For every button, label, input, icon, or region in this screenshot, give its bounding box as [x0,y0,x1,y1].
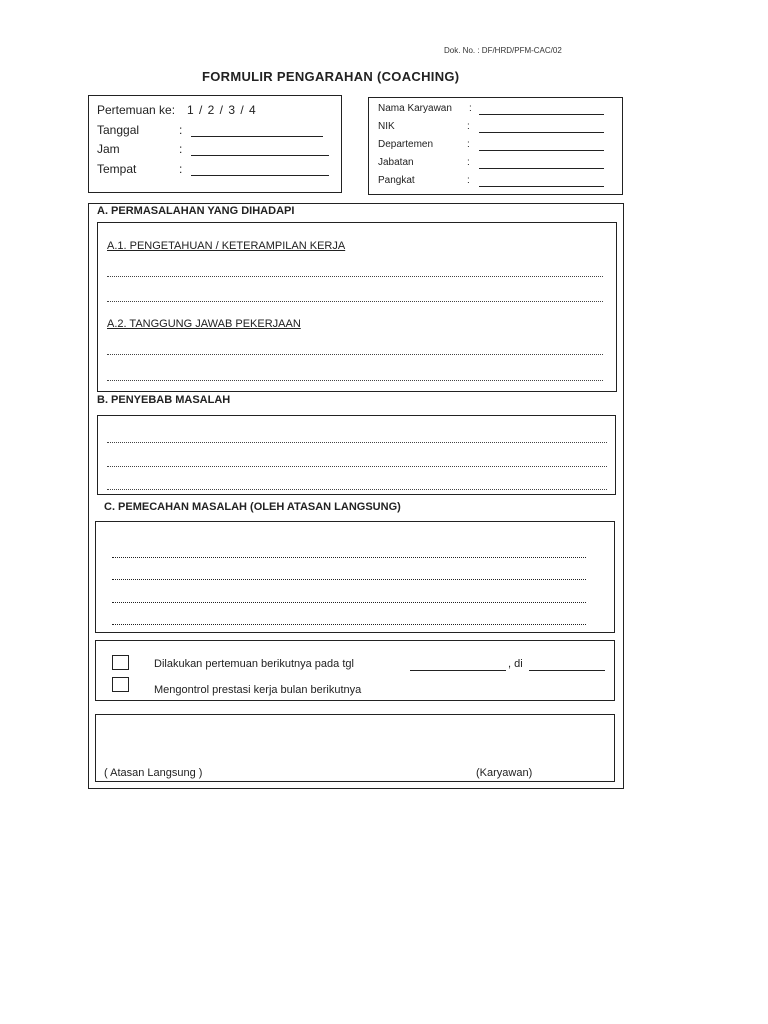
section-b-line-3[interactable] [107,489,607,490]
signature-karyawan-label: (Karyawan) [476,767,533,779]
section-c-line-1[interactable] [112,557,586,558]
monitor-performance-text: Mengontrol prestasi kerja bulan berikutnya [154,684,362,696]
tanggal-sep: : [179,123,183,137]
section-c-line-2[interactable] [112,579,586,580]
jam-sep: : [179,142,183,156]
next-meeting-date-field[interactable] [410,670,506,671]
departemen-label: Departemen [378,139,434,150]
section-c-line-3[interactable] [112,602,586,603]
monitor-performance-checkbox[interactable] [112,677,129,692]
section-b-box [97,415,616,495]
tanggal-field[interactable] [191,136,323,137]
section-a1-line-2[interactable] [107,301,603,302]
section-c-box [95,521,615,633]
section-b-heading: B. PENYEBAB MASALAH [97,394,231,406]
departemen-field[interactable] [479,150,604,151]
employee-info-box [368,97,623,195]
document-number: Dok. No. : DF/HRD/PFM-CAC/02 [444,46,562,55]
pertemuan-label: Pertemuan ke: [97,103,176,117]
jabatan-label: Jabatan [378,157,414,168]
tanggal-label: Tanggal [97,123,140,137]
next-meeting-di: , di [508,658,523,670]
nik-label: NIK [378,121,395,132]
next-meeting-text: Dilakukan pertemuan berikutnya pada tgl [154,658,354,670]
followup-box [95,640,615,701]
jam-field[interactable] [191,155,329,156]
section-a2-heading: A.2. TANGGUNG JAWAB PEKERJAAN [107,318,301,330]
section-a2-line-2[interactable] [107,380,603,381]
next-meeting-place-field[interactable] [529,670,605,671]
section-a1-heading: A.1. PENGETAHUAN / KETERAMPILAN KERJA [107,240,346,252]
nik-field[interactable] [479,132,604,133]
next-meeting-checkbox[interactable] [112,655,129,670]
form-title: FORMULIR PENGARAHAN (COACHING) [202,69,460,84]
nama-karyawan-sep: : [469,103,472,114]
pertemuan-options[interactable]: 1 / 2 / 3 / 4 [187,103,256,117]
nik-sep: : [467,121,470,132]
pangkat-field[interactable] [479,186,604,187]
meeting-info-box [88,95,342,193]
departemen-sep: : [467,139,470,150]
tempat-label: Tempat [97,162,137,176]
pangkat-sep: : [467,175,470,186]
nama-karyawan-label: Nama Karyawan [378,103,452,114]
section-a-heading: A. PERMASALAHAN YANG DIHADAPI [97,205,295,217]
section-a-box [97,222,617,392]
signature-atasan-label: ( Atasan Langsung ) [104,767,203,779]
jabatan-sep: : [467,157,470,168]
jam-label: Jam [97,142,120,156]
nama-karyawan-field[interactable] [479,114,604,115]
section-a1-line-1[interactable] [107,276,603,277]
section-b-line-2[interactable] [107,466,607,467]
jabatan-field[interactable] [479,168,604,169]
section-b-line-1[interactable] [107,442,607,443]
signature-box [95,714,615,782]
tempat-field[interactable] [191,175,329,176]
section-c-heading: C. PEMECAHAN MASALAH (OLEH ATASAN LANGSUNG) [104,501,401,513]
pangkat-label: Pangkat [378,175,415,186]
section-a2-line-1[interactable] [107,354,603,355]
tempat-sep: : [179,162,183,176]
section-c-line-4[interactable] [112,624,586,625]
